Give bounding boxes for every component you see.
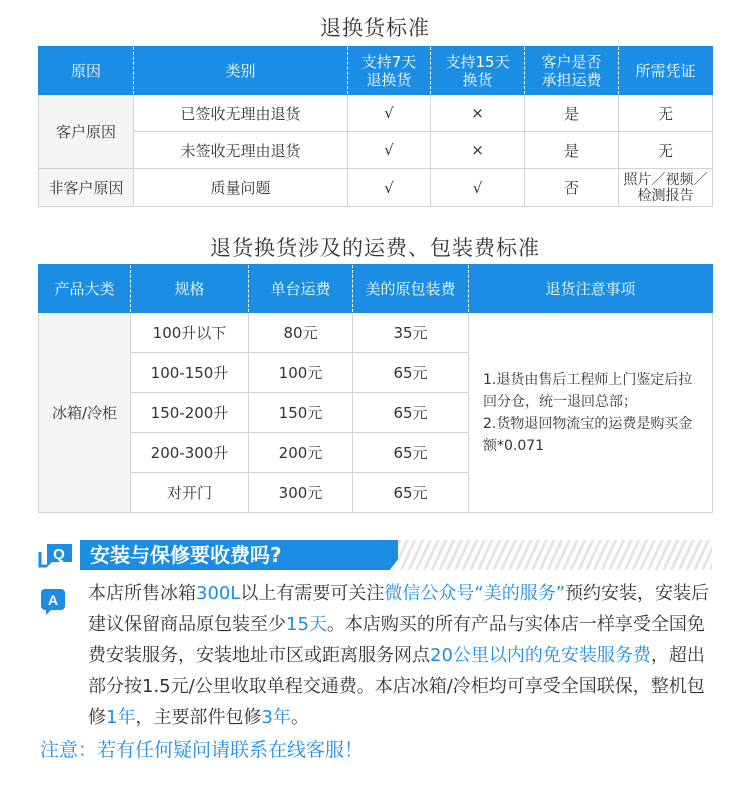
return-note-2: 2.货物退回物流宝的运费是购买金额*0.071 (483, 415, 693, 454)
freight-cell: 300元 (249, 473, 353, 513)
contact-notice: 注意：若有任何疑问请联系在线客服！ (40, 739, 364, 761)
packaging-fee-cell: 65元 (353, 393, 469, 433)
spec-cell: 100-150升 (131, 353, 249, 393)
support-15day-cell: √ (431, 169, 525, 207)
spec-cell: 对开门 (131, 473, 249, 513)
faq-question: 安装与保修要收费吗? (90, 543, 282, 567)
answer-text: 。 (290, 707, 309, 728)
packaging-fee-cell: 65元 (353, 433, 469, 473)
return-policy-table (38, 46, 713, 207)
answer-highlight: 1年 (106, 707, 136, 728)
svg-text:A: A (47, 592, 59, 608)
header-freight: 单台运费 (249, 265, 353, 313)
packaging-fee-cell: 35元 (353, 313, 469, 353)
product-category-cell: 冰箱/冷柜 (39, 313, 131, 513)
table-row (39, 169, 713, 207)
question-icon (38, 542, 74, 568)
answer-highlight: 15天 (286, 614, 327, 635)
fee-cell: 是 (525, 132, 619, 169)
faq-question-bar (38, 540, 712, 570)
support-7day-cell: √ (348, 169, 431, 207)
spec-cell: 150-200升 (131, 393, 249, 433)
fee-cell: 是 (525, 95, 619, 132)
support-7day-cell: √ (348, 132, 431, 169)
proof-cell: 无 (619, 95, 713, 132)
header-product-category: 产品大类 (39, 265, 131, 313)
answer-text: 以上有需要可关注 (240, 583, 385, 604)
answer-text: 。本店购买的所有产品与实体店一样享受全国免费安装服务，安装地址市区或距离服务网点 (88, 614, 705, 666)
support-7day-cell: √ (348, 95, 431, 132)
faq-answer (88, 578, 720, 733)
category-cell: 已签收无理由退货 (134, 95, 348, 132)
support-15day-cell: × (431, 132, 525, 169)
reason-non-customer: 非客户原因 (39, 169, 134, 207)
answer-highlight: 微信公众号“美的服务” (384, 583, 566, 604)
header-15day: 支持15天 换货 (431, 47, 525, 95)
proof-cell: 无 (619, 132, 713, 169)
decorative-stripes (398, 540, 712, 570)
fee-cell: 否 (525, 169, 619, 207)
fee-standard-table (38, 264, 713, 513)
freight-cell: 80元 (249, 313, 353, 353)
freight-cell: 100元 (249, 353, 353, 393)
header-proof: 所需凭证 (619, 47, 713, 95)
table-row (39, 95, 713, 132)
proof-cell: 照片／视频／ 检测报告 (619, 169, 713, 207)
reason-customer: 客户原因 (39, 95, 134, 169)
header-shipping-fee: 客户是否 承担运费 (525, 47, 619, 95)
support-15day-cell: × (431, 95, 525, 132)
return-policy-title: 退换货标准 (320, 16, 430, 40)
header-packaging-fee: 美的原包装费 (353, 265, 469, 313)
header-category: 类别 (134, 47, 348, 95)
fee-standard-title: 退货换货涉及的运费、包装费标准 (210, 236, 540, 260)
return-note-1: 1.退货由售后工程师上门鉴定后拉回分仓，统一退回总部； (483, 371, 693, 410)
header-7day: 支持7天 退换货 (348, 47, 431, 95)
table-header-row (39, 265, 713, 313)
answer-text: ，超出部分按1.5元/公里收取单程交通费。本店冰箱/冷柜均可享受全国联保，整机包修 (88, 645, 705, 728)
header-reason: 原因 (39, 47, 134, 95)
answer-highlight: 20公里以内的免安装服务费 (430, 645, 651, 666)
header-spec: 规格 (131, 265, 249, 313)
spec-cell: 200-300升 (131, 433, 249, 473)
category-cell: 未签收无理由退货 (134, 132, 348, 169)
table-header-row (39, 47, 713, 95)
answer-text: 本店所售冰箱 (88, 583, 196, 604)
table-row (39, 132, 713, 169)
answer-text: 预约安装，安装后建议保留商品原包装至少 (88, 583, 710, 635)
answer-icon (40, 588, 68, 616)
category-cell: 质量问题 (134, 169, 348, 207)
freight-cell: 200元 (249, 433, 353, 473)
packaging-fee-cell: 65元 (353, 473, 469, 513)
answer-highlight: 300L (196, 583, 241, 604)
spec-cell: 100升以下 (131, 313, 249, 353)
return-notes-cell (469, 313, 713, 513)
answer-text: ，主要部件包修 (135, 707, 262, 728)
answer-highlight: 3年 (261, 707, 291, 728)
freight-cell: 150元 (249, 393, 353, 433)
packaging-fee-cell: 65元 (353, 353, 469, 393)
header-return-notes: 退货注意事项 (469, 265, 713, 313)
table-row (39, 313, 713, 353)
svg-text:Q: Q (53, 546, 65, 563)
